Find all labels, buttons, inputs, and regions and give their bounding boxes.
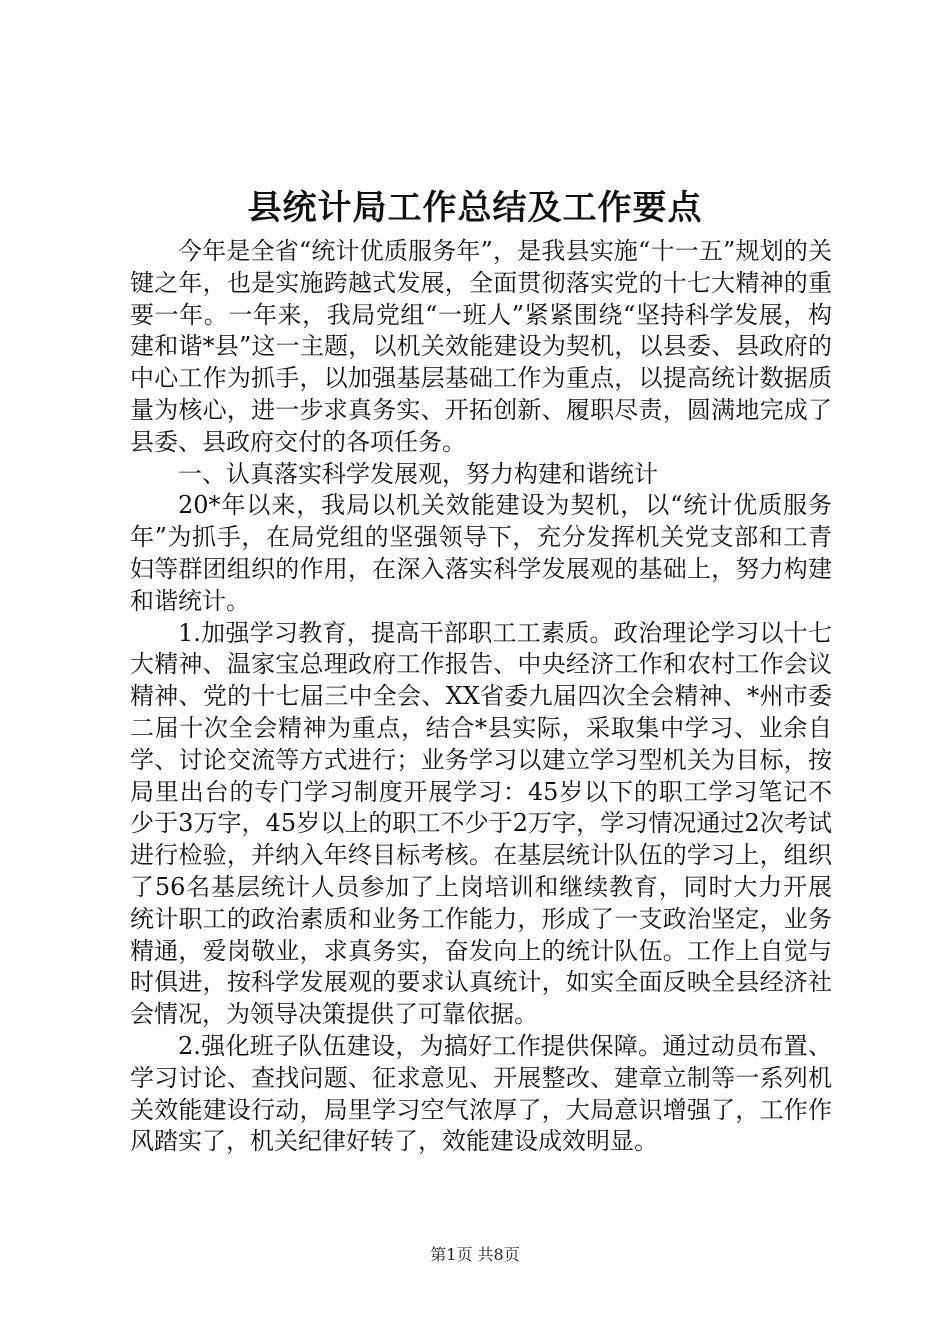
document-title: 县统计局工作总结及工作要点	[247, 188, 703, 228]
item-1-paragraph: 1.加强学习教育，提高干部职工工素质。政治理论学习以十七大精神、温家宝总理政府工作报告、中央经济工作和农村工作会议精神、党的十七届三中全会、XX省委九届四次全会精神、*州市委二届十次全会精神为重点，结合*县实际，采取集中学习、业余自学、讨论交流等方式进行；业务学习以建立学习型机关为目标，按局里出台的专门学习制度开展学习：45岁以下的职工学习笔记不少于3万字，45岁以上的职工不少于2万字，学习情况通过2次考试进行检验，并纳入年终目标考核。在基层统计队伍的学习上，组织了56名基层统计人员参加了上岗培训和继续教育，同时大力开展统计职工的政治素质和业务工作能力，形成了一支政治坚定，业务精通，爱岗敬业，求真务实，奋发向上的统计队伍。工作上自觉与时俱进，按科学发展观的要求认真统计，如实全面反映全县经济社会情况，为领导决策提供了可靠依据。	[130, 618, 832, 1029]
intro-paragraph: 今年是全省“统计优质服务年”，是我县实施“十一五”规划的关键之年，也是实施跨越式发展，全面贯彻落实党的十七大精神的重要一年。一年来，我局党组“一班人”紧紧围绕“坚持科学发展，构建和谐*县”这一主题，以机关效能建设为契机，以县委、县政府的中心工作为抓手，以加强基层基础工作为重点，以提高统计数据质量为核心，进一步求真务实、开拓创新、履职尽责，圆满地完成了县委、县政府交付的各项任务。	[130, 237, 832, 456]
section-1-paragraph: 20*年以来，我局以机关效能建设为契机，以“统计优质服务年”为抓手，在局党组的坚强领导下，充分发挥机关党支部和工青妇等群团组织的作用，在深入落实科学发展观的基础上，努力构建和谐统计。	[130, 491, 832, 615]
section-heading-1: 一、认真落实科学发展观，努力构建和谐统计	[178, 459, 658, 488]
item-2-paragraph: 2.强化班子队伍建设，为搞好工作提供保障。通过动员布置、学习讨论、查找问题、征求意见、开展整改、建章立制等一系列机关效能建设行动，局里学习空气浓厚了，大局意识增强了，工作作风踏实了，机关纪律好转了，效能建设成效明显。	[130, 1031, 832, 1156]
document-body	[130, 236, 832, 1158]
page-footer: 第1页 共8页	[430, 1245, 520, 1264]
